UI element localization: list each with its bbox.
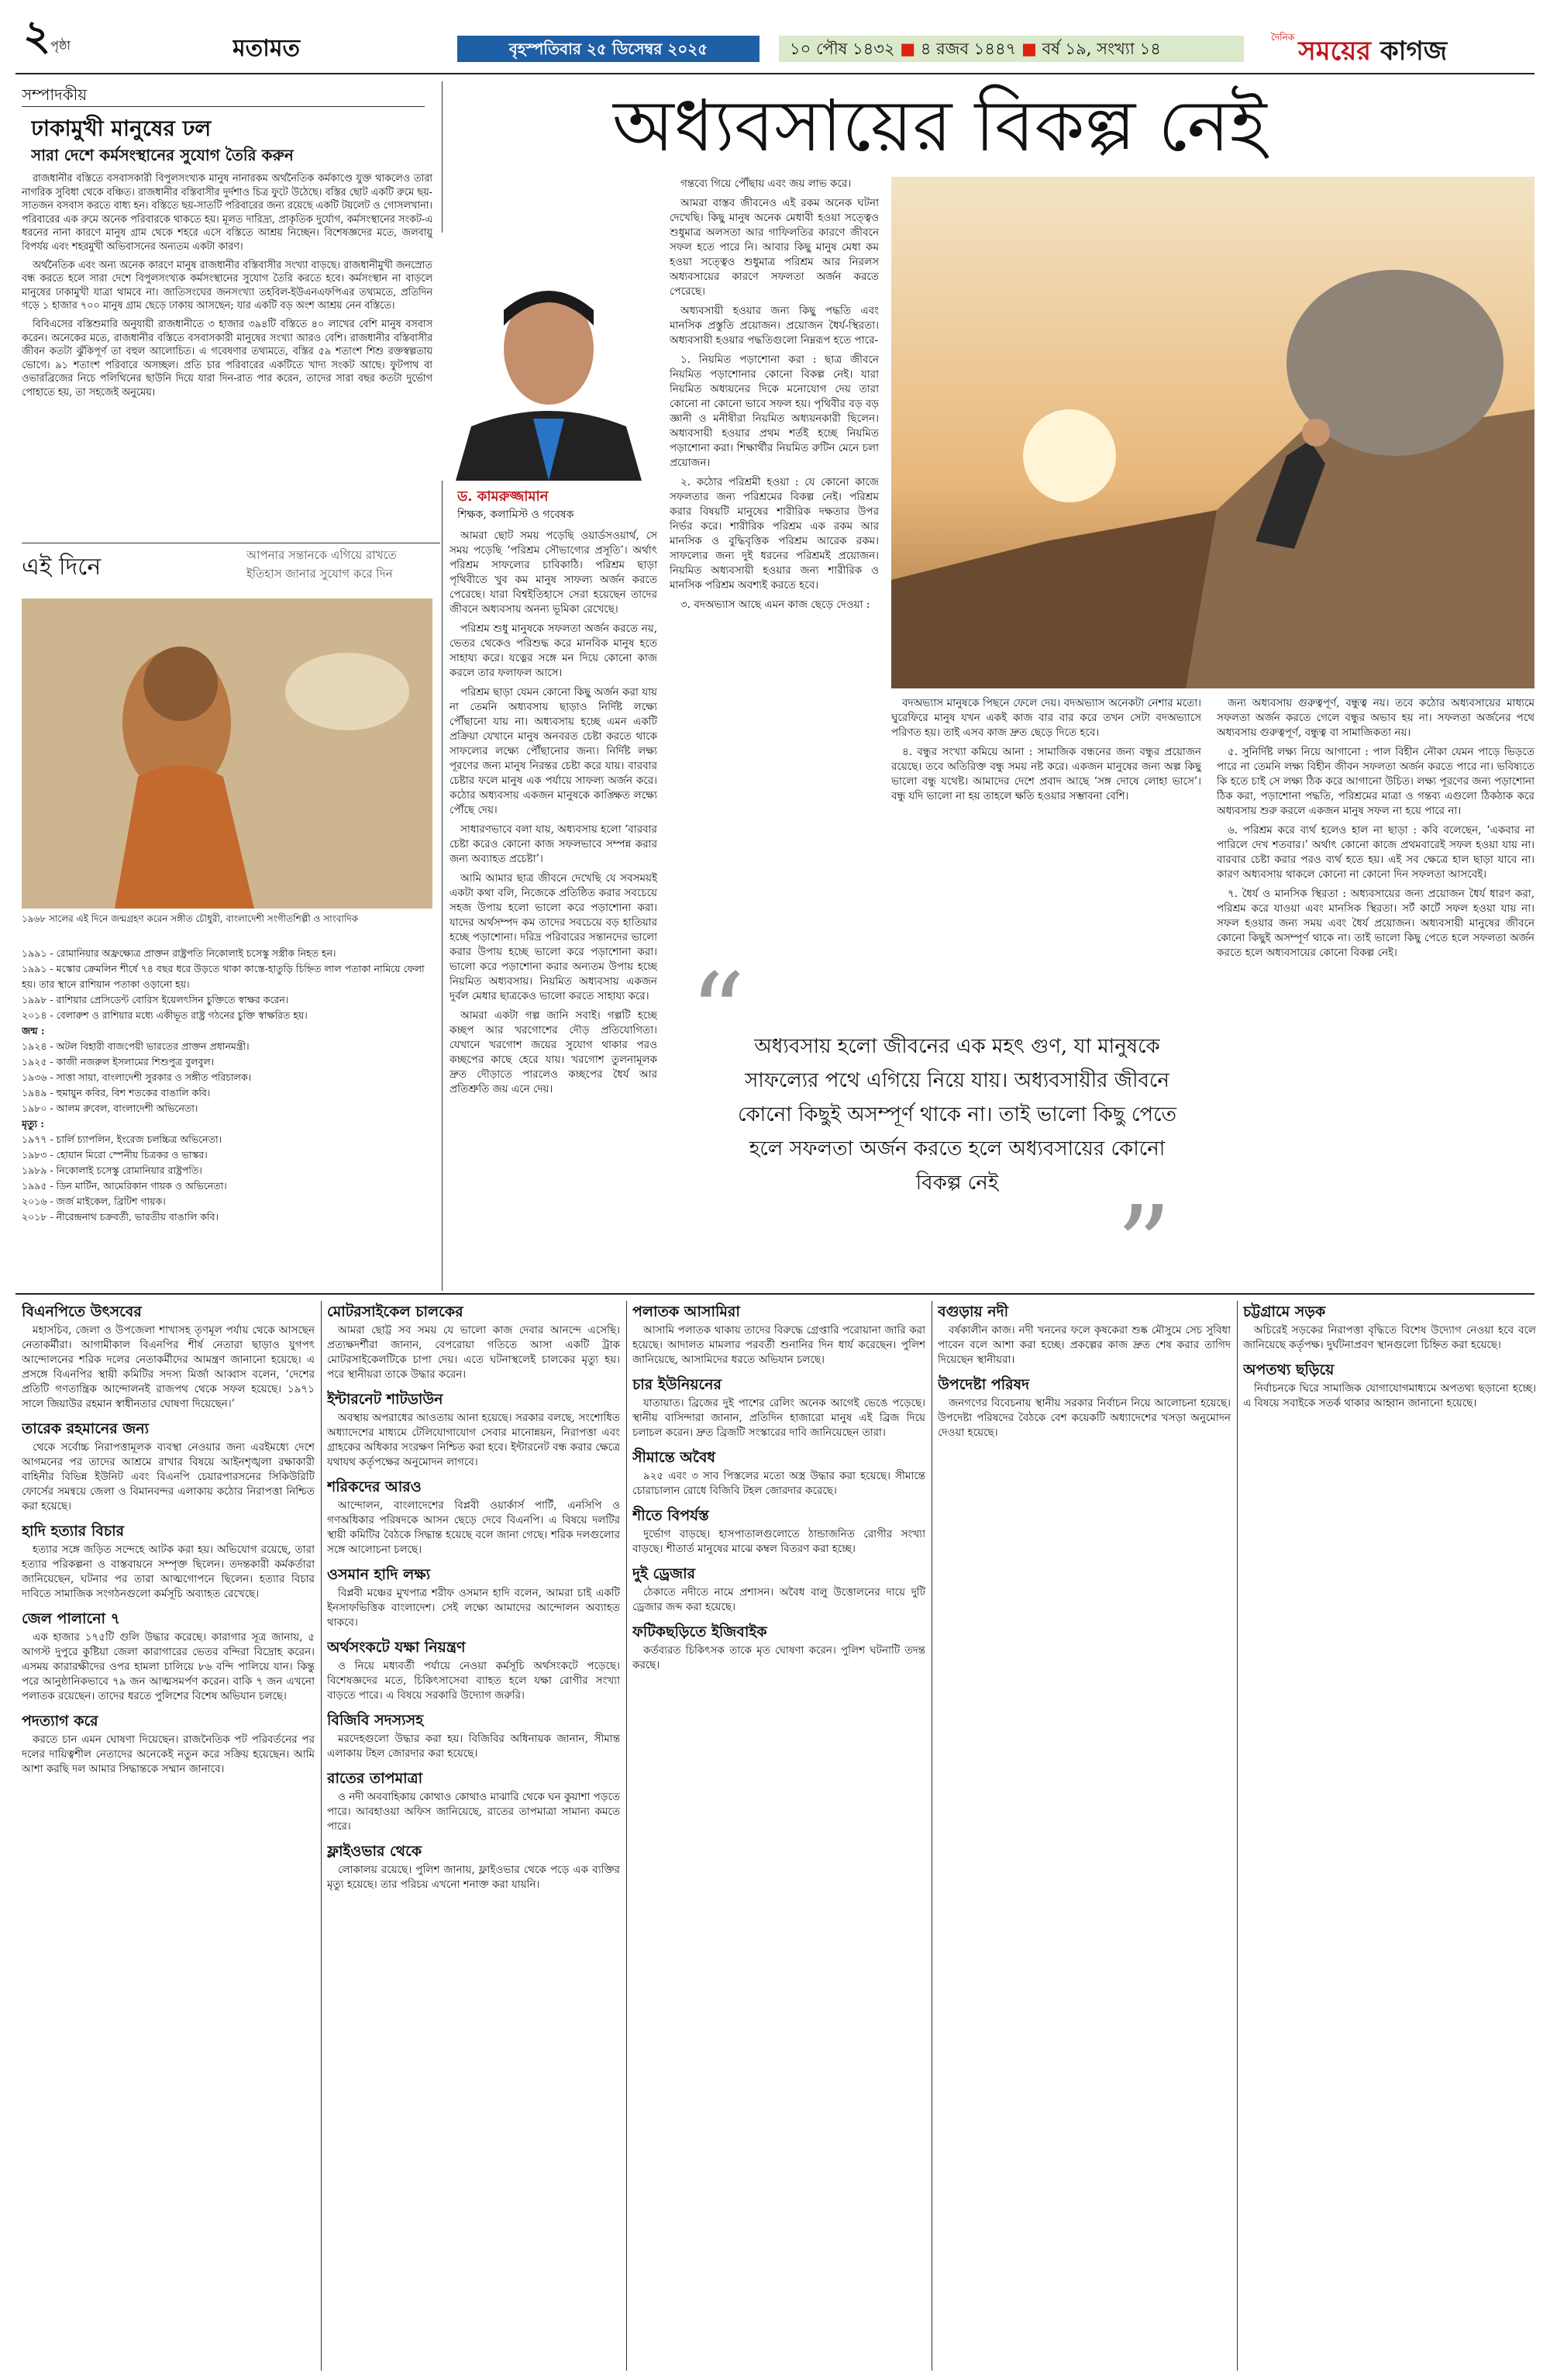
this-day-tagline-2: ইতিহাস জানার সুযোগ করে দিন: [246, 567, 393, 581]
news-column-3: [632, 1302, 925, 2372]
open-quote-icon: “: [690, 968, 746, 1045]
news-item: পলাতক আসামিরা আসামি পলাতক থাকায় তাদের বিরুদ্ধে গ্রেপ্তারি পরোয়ানা জারি করা হয়েছে। আদালত মামলার পরবর্তী শুনানির দিন ধার্য করেছেন। পুলিশ জানিয়েছে, আসামিদের ধরতে অভিযান চলছে।: [632, 1303, 925, 1366]
this-day-timeline: ১৯৯১ - রোমানিয়ার অফ্রক্ষ্যেত্র প্রাক্তন রাষ্ট্রপতি নিকোলাই চসেস্কু সস্ত্রীক নিহত হন। ১৯৯১ - মস্কোর ক্রেমলিন শীর্ষে ৭৪ বছর ধরে উড়তে থাকা কাস্তে-হাতুড়ি চিহ্নিত লাল পতাকা নামিয়ে ফেলা হয়। তার স্থানে রাশিয়ান পতাকা ওড়ানো হয়। ১৯৯৮ - রাশিয়ার প্রেসিডেন্ট বোরিস ইয়েলৎসিন চুক্তিতে স্বাক্ষর করেন। ২০১৪ - বেলারুশ ও রাশিয়ার মধ্যে একীভূত রাষ্ট্র গঠনের চুক্তি স্বাক্ষরিত হয়। জন্ম : ১৯২৪ - অটল বিহারী বাজপেয়ী ভারতের প্রাক্তন প্রধানমন্ত্রী। ১৯২৫ - কাজী নজরুল ইসলামের শিশুপুত্র বুলবুল। ১৯৩৬ - সাত্তা সায়া, বাংলাদেশী সুরকার ও সঙ্গীত পরিচালক। ১৯৪৯ - হুমায়ুন কবির, বিশ শতকের বাঙালি কবি। ১৯৮০ - আলম রুবেল, বাংলাদেশী অভিনেতা। মৃত্যু : ১৯৭৭ - চার্লি চ্যাপলিন, ইংরেজ চলচ্চিত্র অভিনেতা। ১৯৮৩ - হোয়ান মিরো স্পেনীয় চিত্রকর ও ভাস্কর। ১৯৮৯ - নিকোলাই চসেস্কু রোমানিয়ার রাষ্ট্রপতি। ১৯৯৫ - ডিন মার্টিন, আমেরিকান গায়ক ও অভিনেতা। ২০১৬ - জর্জ মাইকেল, ব্রিটিশ গায়ক। ২০১৮ - নীরেন্দ্রনাথ চক্রবর্তী, ভারতীয় বাঙালি কবি।: [22, 947, 425, 1223]
news-item: সীমান্তে অবৈধ ৯২৫ এবং ৩ সাব পিস্তলের মতো অস্ত্র উদ্ধার করা হয়েছে। সীমান্তে চোরাচালান রোধে বিজিবি টহল জোরদার করেছে।: [632, 1449, 925, 1497]
pull-quote: [690, 968, 1201, 1285]
news-item: উপদেষ্টা পরিষদ জনগণের বিবেচনায় স্থানীয় সরকার নির্বাচন নিয়ে আলোচনা হয়েছে। উপদেষ্টা পরিষদের বৈঠকে বেশ কয়েকটি অধ্যাদেশের খসড়া অনুমোদন দেওয়া হয়েছে।: [938, 1376, 1231, 1439]
boulder-pushing-illustration-icon: [891, 177, 1534, 688]
news-item: জেল পালানো ৭ এক হাজার ১৭৫টি গুলি উদ্ধার করেছে। কারাগার সূত্র জানায়, ৫ আগস্ট দুপুরে কুষ্টিয়া জেলা কারাগারের ভেতর বন্দিরা বিদ্রোহ করেন। এসময় কারারক্ষীদের ওপর হামলা চালিয়ে ৮৬ বন্দি পালিয়ে যান। কিন্তু পরে আনুষ্ঠানিকভাবে ৭৯ জন আত্মসমর্পণ করেন। বাকি ৭ জন এখনো পলাতক রয়েছেন। তাদের ধরতে পুলিশের বিশেষ অভিযান চলছে।: [22, 1610, 315, 1702]
this-day-caption: ১৯৬৮ সালের এই দিনে জন্মগ্রহণ করেন সঙ্গীত চৌধুরী, বাংলাদেশী সংগীতশিল্পী ও সাংবাদিক: [22, 913, 359, 924]
calendar-dates: ১০ পৌষ ১৪৩২ ■ ৪ রজব ১৪৪৭ ■ বর্ষ ১৯, সংখ্যা ১৪: [779, 36, 1244, 62]
news-item: দুই ড্রেজার ঠেকাতে নদীতে নামে প্রশাসন। অবৈধ বালু উত্তোলনের দায়ে দুটি ড্রেজার জব্দ করা হয়েছে।: [632, 1565, 925, 1613]
news-item: বিজিবি সদস্যসহ মরদেহগুলো উদ্ধার করা হয়। বিজিবির অধিনায়ক জানান, সীমান্ত এলাকায় টহল জোরদার করা হয়েছে।: [327, 1712, 620, 1760]
feature-col-1: আমরা ছোট সময় পড়েছি ওয়ার্ডসওয়ার্থ, সে সময় পড়েছি ‘পরিশ্রম সৌভাগ্যের প্রসূতি’। অর্থাৎ পরিশ্রম সাফল্যের চাবিকাঠি। পরিশ্রম ছাড়া পৃথিবীতে খুব কম মানুষ সাফল্য অর্জন করতে পেরেছে। যারা বিশ্বইতিহাসে সেরা হয়েছেন তাদের জীবনে অধ্যবসায় অনন্য ভূমিকা রেখেছে। পরিশ্রম শুধু মানুষকে সফলতা অর্জন করতে নয়, ভেতর থেকেও পরিশুদ্ধ করে মানবিক মানুষ হতে সাহায্য করে। যত্নের সঙ্গে মন দিয়ে কোনো কাজ করলে তার ফলাফল আসে। পরিশ্রম ছাড়া যেমন কোনো কিছু অর্জন করা যায় না তেমনি অধ্যবসায় ছাড়াও নির্দিষ্ট লক্ষ্যে পৌঁছানো যায় না। অধ্যবসায় হচ্ছে এমন একটি প্রক্রিয়া যেখানে মানুষ অনবরত চেষ্টা করতে থাকে সাফল্যের লক্ষ্যে পৌঁছানোর জন্য। নির্দিষ্ট লক্ষ্য পূরণের জন্য মানুষ নিরন্তর চেষ্টা করে যায়। বারবার চেষ্টার ফলে মানুষ এক পর্যায়ে সাফল্য অর্জন করে। কঠোর অধ্যবসায় একজন মানুষকে কাঙ্ক্ষিত লক্ষ্যে পৌঁছে দেয়। সাধারণভাবে বলা যায়, অধ্যবসায় হলো ‘বারবার চেষ্টা করেও কোনো কাজ সফলভাবে সম্পন্ন করার জন্য অব্যাহত প্রচেষ্টা’। আমি আমার ছাত্র জীবনে দেখেছি যে সবসময়ই একটা কথা বলি, নিজেকে প্রতিষ্ঠিত করার সবচেয়ে সহজ উপায় হলো ভালো করে পড়াশোনা করা। যাদের অর্থসম্পদ কম তাদের সবচেয়ে বড় হাতিয়ার হচ্ছে পড়াশোনা। দরিদ্র পরিবারের সন্তানদের ভালো করার উপায় হচ্ছে ভালো করে পড়াশোনা করা। ভালো করে পড়াশোনা করার অন্যতম উপায় হচ্ছে নিয়মিত অধ্যবসায়। নিয়মিত অধ্যবসায় একজন দুর্বল মেধার ছাত্রকেও ভালো করতে সাহায্য করে। আমরা একটা গল্প জানি সবাই। গল্পটি হচ্ছে কচ্ছপ আর খরগোশের দৌড় প্রতিযোগিতা। যেখানে খরগোশ জয়ের সুযোগ থাকার পরও কচ্ছপের কাছে হেরে যায়। খরগোশ তুলনামূলক দ্রুত দৌড়াতে পারলেও কচ্ছপের ধৈর্য আর প্রতিশ্রুতি জয় এনে দেয়।: [450, 529, 657, 1095]
author-portrait-icon: [440, 233, 657, 481]
news-item: হাদি হত্যার বিচার হত্যার সঙ্গে জড়িত সন্দেহে আটক করা হয়। অভিযোগ রয়েছে, তারা হত্যার পরিকল্পনা ও বাস্তবায়নে সম্পৃক্ত ছিলেন। তদন্তকারী কর্মকর্তারা জানিয়েছেন, ঘটনার পর তারা আত্মগোপনে ছিলেন। হত্যার বিচার দাবিতে সামাজিক সংগঠনগুলো কর্মসূচি অব্যাহত রেখেছে।: [22, 1523, 315, 1600]
mid-page-rule: [16, 1293, 1534, 1295]
news-item: রাতের তাপমাত্রা ও নদী অববাহিকায় কোথাও কোথাও মাঝারি থেকে ঘন কুয়াশা পড়তে পারে। আবহাওয়া অফিস জানিয়েছে, রাতের তাপমাত্রা সামান্য কমতে পারে।: [327, 1770, 620, 1833]
news-column-4: [938, 1302, 1231, 2372]
author-role: শিক্ষক, কলামিস্ট ও গবেষক: [457, 509, 574, 521]
news-item: বগুড়ায় নদী বর্ষকালীন কাজ। নদী খননের ফলে কৃষকেরা শুষ্ক মৌসুমে সেচ সুবিধা পাবেন বলে আশা করা হচ্ছে। প্রকল্পের কাজ দ্রুত শেষ করার তাগিদ দিয়েছেন স্থানীয়রা।: [938, 1303, 1231, 1366]
this-day-header: [22, 543, 440, 589]
page-header: [0, 0, 1550, 71]
news-item: চার ইউনিয়নের যাতায়াত। ব্রিজের দুই পাশের রেলিং অনেক আগেই ভেঙে পড়েছে। স্থানীয় বাসিন্দারা জানান, প্রতিদিন হাজারো মানুষ এই ব্রিজ দিয়ে চলাচল করেন। দ্রুত ব্রিজটি সংস্কারের দাবি জানিয়েছেন তারা।: [632, 1376, 925, 1439]
news-item: অপতথ্য ছড়িয়ে নির্বাচনকে ঘিরে সামাজিক যোগাযোগমাধ্যমে অপতথ্য ছড়ানো হচ্ছে। এ বিষয়ে সবাইকে সতর্ক থাকার আহ্বান জানানো হয়েছে।: [1243, 1361, 1536, 1409]
pull-quote-text: অধ্যবসায় হলো জীবনের এক মহৎ গুণ, যা মানুষকে সাফল্যের পথে এগিয়ে নিয়ে যায়। অধ্যবসায়ীর জীবনে কোনো কিছুই অসম্পূর্ণ থাকে না। তাই ভালো কিছু পেতে হলে সফলতা অর্জন করতে হলে অধ্যবসায়ের কোনো বিকল্প নেই: [737, 1035, 1177, 1195]
news-item: ফটিকছড়িতে ইজিবাইক কর্তব্যরত চিকিৎসক তাকে মৃত ঘোষণা করেন। পুলিশ ঘটনাটি তদন্ত করছে।: [632, 1623, 925, 1671]
editorial-subtitle: সারা দেশে কর্মসংস্থানের সুযোগ তৈরি করুন: [31, 146, 294, 164]
news-column-1: [22, 1302, 315, 2372]
feature-col-4: জন্য অধ্যবসায় গুরুত্বপূর্ণ, বন্ধুত্ব নয়। তবে কঠোর অধ্যবসায়ের মাধ্যমে সফলতা অর্জন করতে গেলে বন্ধুর অভাব হয় না। সফলতা অর্জনের পথে অধ্যবসায় গুরুত্বপূর্ণ, বন্ধুত্ব বা সামাজিকতা নয়। ৫. সুনির্দিষ্ট লক্ষ্য নিয়ে আগানো : পাল বিহীন নৌকা যেমন পাড়ে ভিড়তে পারে না তেমনি লক্ষ্য বিহীন জীবন সফলতা অর্জন করতে পারে না। ভবিষ্যতে কি হতে চাই সে লক্ষ্য ঠিক করে আগানো উচিত। লক্ষ্য পূরণের জন্য পড়াশোনা ঠিক করা, পড়াশোনা পদ্ধতি, পরিশ্রমের মাত্রা ও গন্তব্য এগুলো ঠিকঠাক করে অধ্যবসায় শুরু করলে একজন মানুষ সফল না হয়ে পারে না। ৬. পরিশ্রম করে ব্যর্থ হলেও হাল না ছাড়া : কবি বলেছেন, ‘একবার না পারিলে দেখ শতবার।’ অর্থাৎ কোনো কাজে প্রথমবারেই সফল হওয়া যায় না। বারবার চেষ্টা করার পরও ব্যর্থ হতে হয়। এই সব ক্ষেত্রে হাল ছাড়া যাবে না। কারণ অধ্যবসায় থাকলে কোনো না কোনো দিন সফলতা আসবেই। ৭. ধৈর্য ও মানসিক স্থিরতা : অধ্যবসায়ের জন্য প্রয়োজন ধৈর্য ধারণ করা, পরিশ্রম করে যাওয়া এবং মানসিক স্থিরতা। সর্ট কার্টে সফল হওয়া যায় না। সফল হওয়ার জন্য সময় এবং ধৈর্য প্রয়োজন। অধ্যবসায়ী মানুষের জীবনে কোনো কিছুই অসম্পূর্ণ থাকে না। তাই ভালো কিছু পেতে হলে সফলতা অর্জন করতে হলে অধ্যবসায়ের কোনো বিকল্প নেই।: [1217, 697, 1534, 959]
news-item: ইন্টারনেট শাটডাউন অবস্থায় অপরাধের আওতায় আনা হয়েছে। সরকার বলছে, সংশোধিত অধ্যাদেশের মাধ্যমে টেলিযোগাযোগ সেবার মানোন্নয়ন, নিরাপত্তা এবং গ্রাহকের অধিকার সংরক্ষণ নিশ্চিত করা হবে। ইন্টারনেট বন্ধ করার ক্ষেত্রে যথাযথ কর্তৃপক্ষের অনুমোদন লাগবে।: [327, 1391, 620, 1468]
this-day-title: এই দিনে: [22, 554, 102, 581]
news-item: শরিকদের আরও আন্দোলন, বাংলাদেশের বিপ্লবী ওয়ার্কার্স পার্টি, এনসিপি ও গণঅধিকার পরিষদকে আসন ছেড়ে দেবে বিএনপি। এ বিষয়ে দলটির স্থায়ী কমিটির বৈঠকে সিদ্ধান্ত হয়েছে বলে জানা গেছে। শরিক দলগুলোর সঙ্গে আলোচনা চলছে।: [327, 1478, 620, 1556]
feature-headline: অধ্যবসায়ের বিকল্প নেই: [612, 85, 1267, 167]
masthead-logo: $^{দৈনিক}$ সময়ের কাগজ: [1271, 32, 1448, 67]
news-divider-4: [1237, 1301, 1238, 2371]
page-number: ২পৃষ্ঠা: [23, 12, 71, 59]
author-name: ড. কামরুজ্জামান: [457, 488, 549, 504]
editorial-kicker: সম্পাদকীয়: [22, 84, 425, 107]
feature-col-3: বদঅভ্যাস মানুষকে পিছনে ফেলে দেয়। বদঅভ্যাস অনেকটা নেশার মতো। ঘুরেফিরে মানুষ যখন একই কাজ বার বার করে তখন সেটা বদঅভ্যাসে পরিণত হয়। তাই এসব কাজ দ্রুত ছেড়ে দিতে হবে। ৪. বন্ধুর সংখ্যা কমিয়ে আনা : সামাজিক বন্ধনের জন্য বন্ধুর প্রয়োজন রয়েছে। তবে অতিরিক্ত বন্ধু সময় নষ্ট করে। একজন মানুষের জন্য অল্প কিছু ভালো বন্ধু যথেষ্ট। আমাদের দেশে প্রবাদ আছে ‘সঙ্গ দোষে লোহা ভাসে’। বন্ধু যদি ভালো না হয় তাহলে ক্ষতি হওয়ার সম্ভাবনা বেশি।: [891, 697, 1201, 802]
editorial-title: ঢাকামুখী মানুষের ঢল: [31, 116, 212, 141]
news-item: অর্থসংকটে যক্ষা নিয়ন্ত্রণ ও নিয়ে মধ্যবর্তী পর্যায়ে নেওয়া কর্মসূচি অর্থসংকটে পড়েছে। বিশেষজ্ঞদের মতে, চিকিৎসাসেবা ব্যাহত হলে যক্ষা রোগীর সংখ্যা বাড়তে পারে। এ বিষয়ে সরকারি উদ্যোগ জরুরি।: [327, 1639, 620, 1702]
news-column-5: [1243, 1302, 1536, 2372]
section-name: মতামত: [232, 35, 301, 60]
date-banner: বৃহস্পতিবার ২৫ ডিসেম্বর ২০২৫: [457, 36, 760, 62]
author-photo: [440, 233, 657, 481]
news-item: পদত্যাগ করে করতে চান এমন ঘোষণা দিয়েছেন। রাজনৈতিক পট পরিবর্তনের পর দলের দায়িত্বশীল নেতাদের অনেকেই নতুন করে সক্রিয় হয়েছেন। আমি আশা করছি দল আমার সিদ্ধান্তকে সম্মান জানাবে।: [22, 1713, 315, 1775]
news-divider-1: [321, 1301, 322, 2371]
close-quote-icon: ”: [1116, 1192, 1172, 1278]
this-day-photo: [22, 598, 432, 909]
news-item: বিএনপিতে উৎসবের মহাসচিব, জেলা ও উপজেলা শাখাসহ তৃণমূল পর্যায় থেকে আসছেন নেতাকর্মীরা। আগামীকাল বিএনপির শীর্ষ নেতারা ছাড়াও যুগপৎ আন্দোলনের শরিক দলের নেতাকর্মীদের আমন্ত্রণ জানানো হয়েছে। এ প্রসঙ্গে বিএনপির স্থায়ী কমিটির সদস্য মির্জা আব্বাস বলেন, ‘দেশের প্রতিটি গণতান্ত্রিক আন্দোলনই রাজপথ থেকে সফল হয়েছে। ১৯৭১ সালে জিয়াউর রহমান স্বাধীনতার ঘোষণা দিয়েছেন।’: [22, 1303, 315, 1410]
news-column-2: [327, 1302, 620, 2372]
news-item: চট্টগ্রামে সড়ক অচিরেই সড়কের নিরাপত্তা বৃদ্ধিতে বিশেষ উদ্যোগ নেওয়া হবে বলে জানিয়েছে কর্তৃপক্ষ। দুর্ঘটনাপ্রবণ স্থানগুলো চিহ্নিত করা হয়েছে।: [1243, 1303, 1536, 1351]
news-divider-2: [626, 1301, 627, 2371]
person-photo-icon: [22, 598, 432, 909]
news-item: ফ্লাইওভার থেকে লোকালয় রয়েছে। পুলিশ জানায়, ফ্লাইওভার থেকে পড়ে এক ব্যক্তির মৃত্যু হয়েছে। তার পরিচয় এখনো শনাক্ত করা যায়নি।: [327, 1843, 620, 1891]
editorial-body: রাজধানীর বস্তিতে বসবাসকারী বিপুলসংখ্যক মানুষ নানারকম অর্থনৈতিক কর্মকাণ্ডে যুক্ত থাকলেও তারা নাগরিক সুবিধা থেকে বঞ্চিত। রাজধানীর বস্তিবাসীর দুর্দশাও চিত্র ফুটে উঠেছে। বস্তির ছোট একটি রুমে ছয়-সাতজন বসবাস করতে বাধ্য হন। বস্তিতে ছয়-সাতটি পরিবারের জন্য রয়েছে একটি টয়লেট ও গোসলখানা। পরিবারের এক রুমে অনেক পরিবারকে থাকতে হয়। মূলত দারিদ্র্য, প্রাকৃতিক দুর্যোগ, কর্মসংস্থানের সংকট-এ ধরনের নানা কারণে মানুষ গ্রাম থেকে শহরে এসে বস্তিতে আশ্রয় নিচ্ছেন। বিশেষজ্ঞদের মতে, জলবায়ু বিপর্যয় এবং শহরমুখী অভিবাসনের অন্যতম একটা কারণ। অর্থনৈতিক এবং অন্য অনেক কারণে মানুষ রাজধানীর বস্তিবাসীর সংখ্যা বাড়ছে। রাজধানীমুখী জনস্রোত বন্ধ করতে হলে সারা দেশে বিপুলসংখ্যক কর্মসংস্থানের সুযোগ তৈরি করতে হবে। কর্মসংস্থান না বাড়লে মানুষের ঢাকামুখী যাত্রা থামবে না। জাতিসংঘের জনসংখ্যা তহবিল-ইউএনএফপিএর তথ্যমতে, প্রতিদিন গড়ে ১ হাজার ৭০০ মানুষ গ্রাম ছেড়ে ঢাকায় আসছেন; যার একটি বড় অংশ আশ্রয় নেন বস্তিতে। বিবিএসের বস্তিশুমারি অনুযায়ী রাজধানীতে ৩ হাজার ৩৯৪টি বস্তিতে ৪০ লাখের বেশি মানুষ বসবাস করেন। অনেকের মতে, রাজধানীর বস্তিতে বসবাসকারী মানুষের সংখ্যা আরও বেশি। রাজধানীর বস্তিবাসীর জীবন কতটা ঝুঁকিপূর্ণ তা বহুল আলোচিত। এ গবেষণার তথ্যমতে, বস্তির ৫৯ শতাংশ শিশু রক্তস্বল্পতায় ভোগে। ৯১ শতাংশ পরিবারে অসচ্ছল। প্রতি চার পরিবারের একটিতে খাদ্য সংকট আছে। ফুটপাথ বা ওভারব্রিজের নিচে পলিথিনের ছাউনি দিয়ে যারা দিন-রাত পার করেন, তাদের সারা বছর কতটা দুর্ভোগ পোহাতে হয়, তা সহজেই অনুমেয়।: [22, 173, 432, 398]
feature-illustration: [891, 177, 1534, 688]
news-item: তারেক রহমানের জন্য থেকে সর্বোচ্চ নিরাপত্তামূলক ব্যবস্থা নেওয়ার জন্য এরইমধ্যে দেশে আগমনের পর তাদের আশ্রমে রাখার বিষয়ে আইনশৃঙ্খলা রক্ষাকারী বাহিনীর বিভিন্ন ইউনিট এবং বিএনপি চেয়ারপারসনের সিকিউরিটি ফোর্সের সমন্বয়ে জেলা ও বিমানবন্দর এলাকায় কঠোর নিরাপত্তা নিশ্চিত করা হয়েছে।: [22, 1420, 315, 1513]
news-item: মোটরসাইকেল চালকের আমরা ছোট্ট সব সময় যে ভালো কাজ দেবার আনন্দে এসেছি। প্রত্যক্ষদর্শীরা জানান, বেপরোয়া গতিতে আসা একটি ট্রাক মোটরসাইকেলটিকে চাপা দেয়। এতে ঘটনাস্থলেই চালকের মৃত্যু হয়। পরে স্থানীয়রা তাকে উদ্ধার করেন।: [327, 1303, 620, 1381]
feature-col-2: গন্তব্যে গিয়ে পৌঁছায় এবং জয় লাভ করে। আমরা বাস্তব জীবনেও এই রকম অনেক ঘটনা দেখেছি। কিছু মানুষ অনেক মেধাবী হওয়া সত্ত্বেও শুধুমাত্র অলসতা আর গাফিলতির কারণে জীবনে সফল হতে পারে নি। আবার কিছু মানুষ মেধা কম হওয়া সত্ত্বেও শুধুমাত্র পরিশ্রম আর নিরলস অধ্যবসায়ের কারণে সফলতা অর্জন করতে পেরেছে। অধ্যবসায়ী হওয়ার জন্য কিছু পদ্ধতি এবং মানসিক প্রস্তুতি প্রয়োজন। প্রয়োজন ধৈর্য-স্থিরতা। অধ্যবসায়ী হওয়ার পদ্ধতিগুলো নিম্নরূপ হতে পারে- ১. নিয়মিত পড়াশোনা করা : ছাত্র জীবনে নিয়মিত পড়াশোনার কোনো বিকল্প নেই। যারা নিয়মিত অধ্যয়নের দিকে মনোযোগ দেয় তারা কোনো না কোনো ভাবে সফল হয়। পৃথিবীর বড় বড় জ্ঞানী ও মনীষীরা নিয়মিত অধ্যয়নকারী ছিলেন। অধ্যবসায়ী হওয়ার প্রথম শর্তই হচ্ছে নিয়মিত পড়াশোনা করা। শিক্ষার্থীর নিয়মিত রুটিন মেনে চলা প্রয়োজন। ২. কঠোর পরিশ্রমী হওয়া : যে কোনো কাজে সফলতার জন্য পরিশ্রমের বিকল্প নেই। পরিশ্রম করার বিষয়টি মানুষের শারীরিক দক্ষতার উপর নির্ভর করে। শারীরিক পরিশ্রম এক রকম আর মানসিক ও বুদ্ধিবৃত্তিক পরিশ্রম আরেক রকম। সাফল্যের জন্য দুই ধরনের পরিশ্রমই প্রয়োজন। নিয়মিত অধ্যবসায়ী হওয়ার জন্য শারীরিক ও মানসিক পরিশ্রম অবশ্যই করতে হবে। ৩. বদঅভ্যাস আছে এমন কাজ ছেড়ে দেওয়া :: [670, 178, 879, 611]
this-day-tagline-1: আপনার সন্তানকে এগিয়ে রাখতে: [246, 548, 397, 562]
header-rule: [16, 73, 1534, 74]
news-item: ওসমান হাদি লক্ষ্য বিপ্লবী মঞ্চের মুখপাত্র শরীফ ওসমান হাদি বলেন, আমরা চাই একটি ইনসাফভিত্তিক বাংলাদেশ। সেই লক্ষ্যে আমাদের আন্দোলন অব্যাহত থাকবে।: [327, 1566, 620, 1629]
news-item: শীতে বিপর্যস্ত দুর্ভোগ বাড়ছে। হাসপাতালগুলোতে ঠান্ডাজনিত রোগীর সংখ্যা বাড়ছে। শীতার্ত মানুষের মাঝে কম্বল বিতরণ করা হচ্ছে।: [632, 1507, 925, 1555]
